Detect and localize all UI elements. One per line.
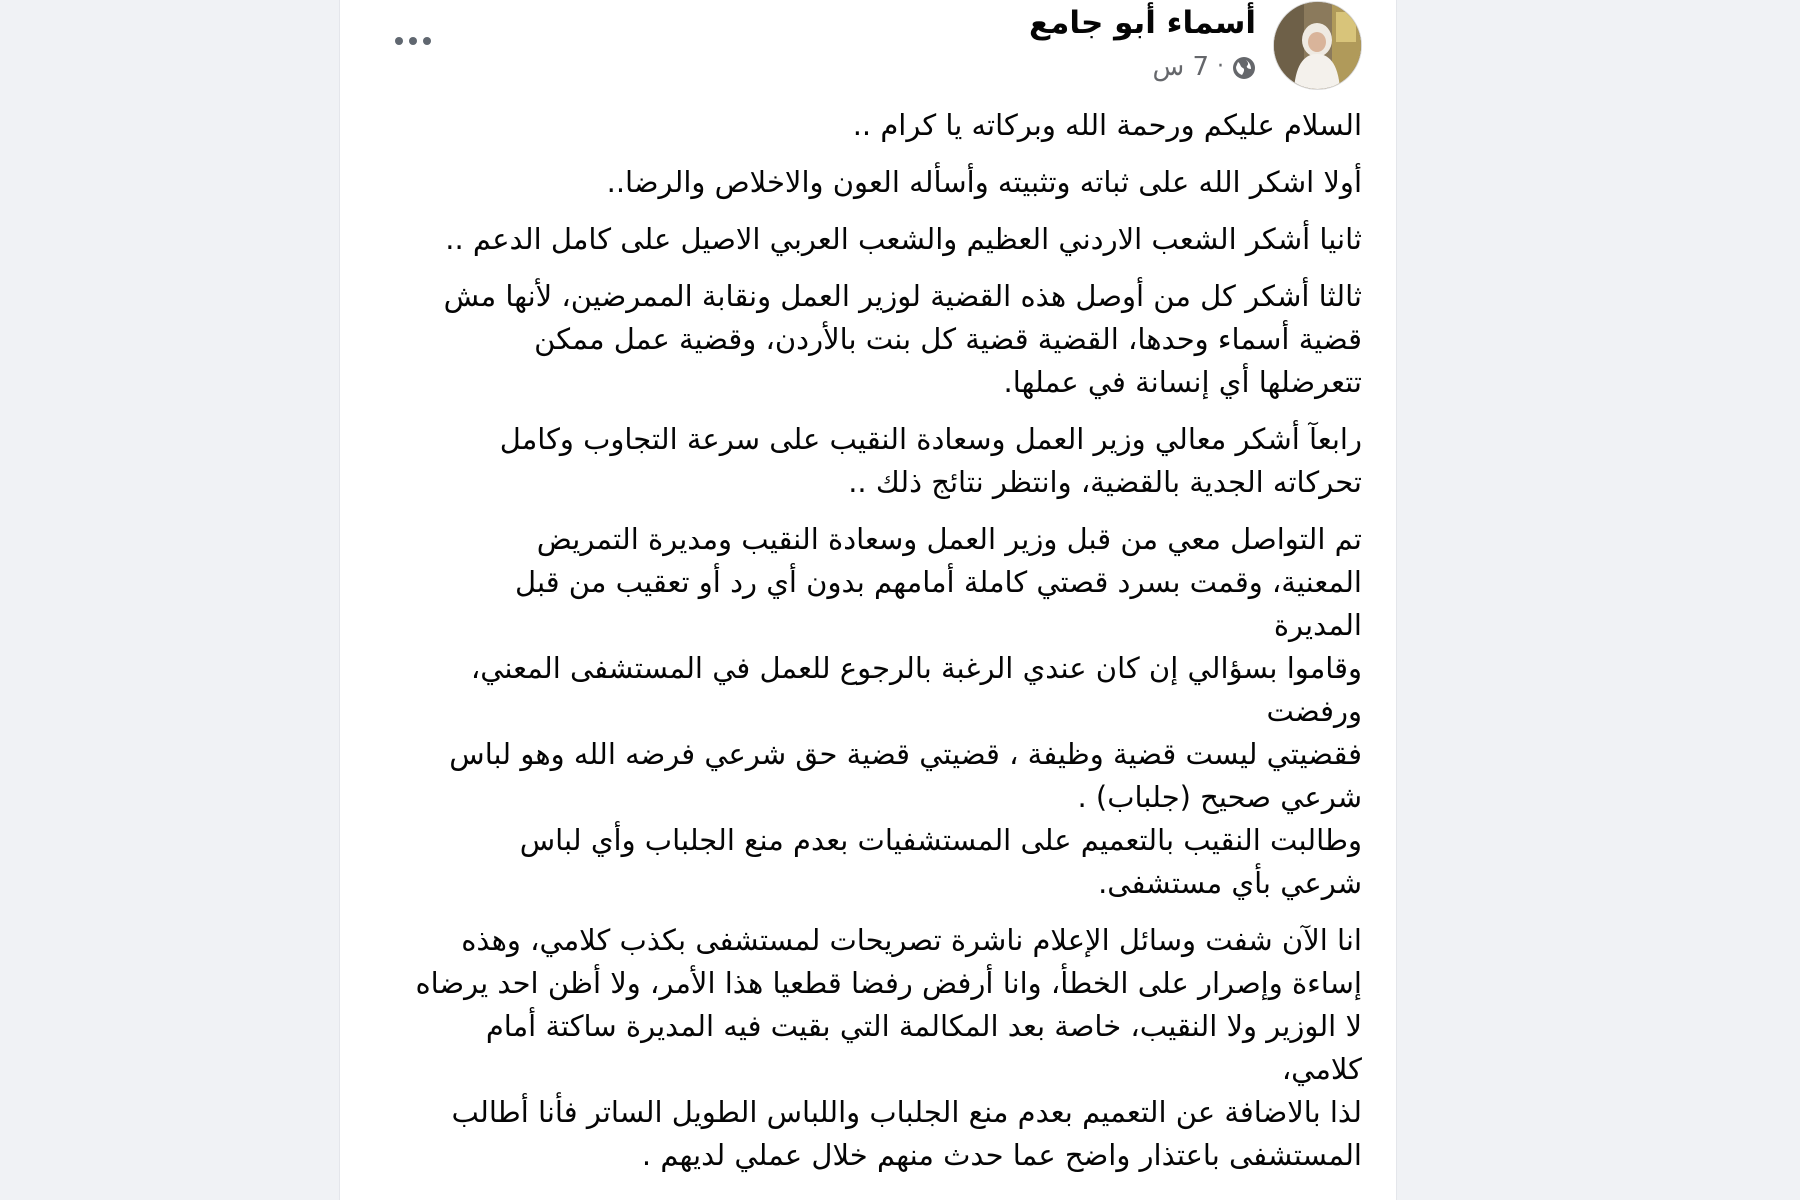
text-line: تم التواصل معي من قبل وزير العمل وسعادة النقيب ومديرة التمريض [536, 522, 1362, 556]
text-line: المستشفى باعتذار واضح عما حدث منهم خلال عملي لديهم . [641, 1138, 1362, 1172]
post-paragraph-3 [376, 218, 1362, 261]
text-line: المديرة [1273, 608, 1362, 642]
text-line: شرعي صحيح (جلباب) . [1077, 780, 1362, 814]
post-body [376, 104, 1362, 1177]
text-line: تتعرضلها أي إنسانة في عملها. [1003, 365, 1362, 399]
post-paragraph-2 [376, 161, 1362, 204]
globe-icon[interactable] [1232, 55, 1256, 79]
text-line: وقاموا بسؤالي إن كان عندي الرغبة بالرجوع للعمل في المستشفى المعني، [470, 651, 1362, 685]
text-line: انا الآن شفت وسائل الإعلام ناشرة تصريحات لمستشفى بكذب كلامي، وهذه [461, 923, 1362, 957]
post-meta [1152, 50, 1256, 84]
text-line: تحركاته الجدية بالقضية، وانتظر نتائج ذلك .. [848, 465, 1362, 499]
facebook-post-card [339, 0, 1397, 1200]
text-line: ثانيا أشكر الشعب الاردني العظيم والشعب العربي الاصيل على كامل الدعم .. [445, 222, 1362, 256]
text-line: لذا بالاضافة عن التعميم بعدم منع الجلباب واللباس الطويل الساتر فأنا أطالب [451, 1095, 1362, 1129]
text-line: شرعي بأي مستشفى. [1098, 866, 1362, 900]
profile-photo-icon [1274, 2, 1361, 89]
text-line: ورفضت [1266, 694, 1362, 728]
author-name[interactable]: أسماء أبو جامع [1028, 5, 1256, 41]
text-line: كلامي، [1281, 1052, 1362, 1086]
post-paragraph-5 [376, 418, 1362, 504]
author-avatar[interactable] [1273, 1, 1362, 90]
text-line: السلام عليكم ورحمة الله وبركاته يا كرام .. [852, 108, 1362, 142]
text-line: المعنية، وقمت بسرد قصتي كاملة أمامهم بدون أي رد أو تعقيب من قبل [514, 565, 1362, 599]
text-line: فقضيتي ليست قضية وظيفة ، قضيتي قضية حق شرعي فرضه الله وهو لباس [449, 737, 1362, 771]
post-paragraph-7 [376, 919, 1362, 1177]
more-options-button[interactable] [388, 20, 438, 62]
post-paragraph-6 [376, 518, 1362, 905]
more-options-icon [393, 36, 433, 46]
text-line: رابعآ أشكر معالي وزير العمل وسعادة النقيب على سرعة التجاوب وكامل [499, 422, 1362, 456]
post-header [340, 0, 1396, 100]
post-paragraph-1 [376, 104, 1362, 147]
text-line: وطالبت النقيب بالتعميم على المستشفيات بعدم منع الجلباب وأي لباس [519, 823, 1362, 857]
text-line: أولا اشكر الله على ثباته وتثبيته وأسأله العون والاخلاص والرضا.. [606, 165, 1362, 199]
post-paragraph-4 [376, 275, 1362, 404]
text-line: لا الوزير ولا النقيب، خاصة بعد المكالمة التي بقيت فيه المديرة ساكتة أمام [485, 1009, 1362, 1043]
text-line: إساءة وإصرار على الخطأ، وانا أرفض رفضا قطعيا هذا الأمر، ولا أظن احد يرضاه [415, 966, 1362, 1000]
post-time[interactable]: 7 س [1152, 52, 1209, 82]
text-line: ثالثا أشكر كل من أوصل هذه القضية لوزير العمل ونقابة الممرضين، لأنها مش [443, 279, 1362, 313]
text-line: قضية أسماء وحدها، القضية قضية كل بنت بالأردن، وقضية عمل ممكن [534, 322, 1362, 356]
meta-separator: · [1217, 54, 1224, 79]
